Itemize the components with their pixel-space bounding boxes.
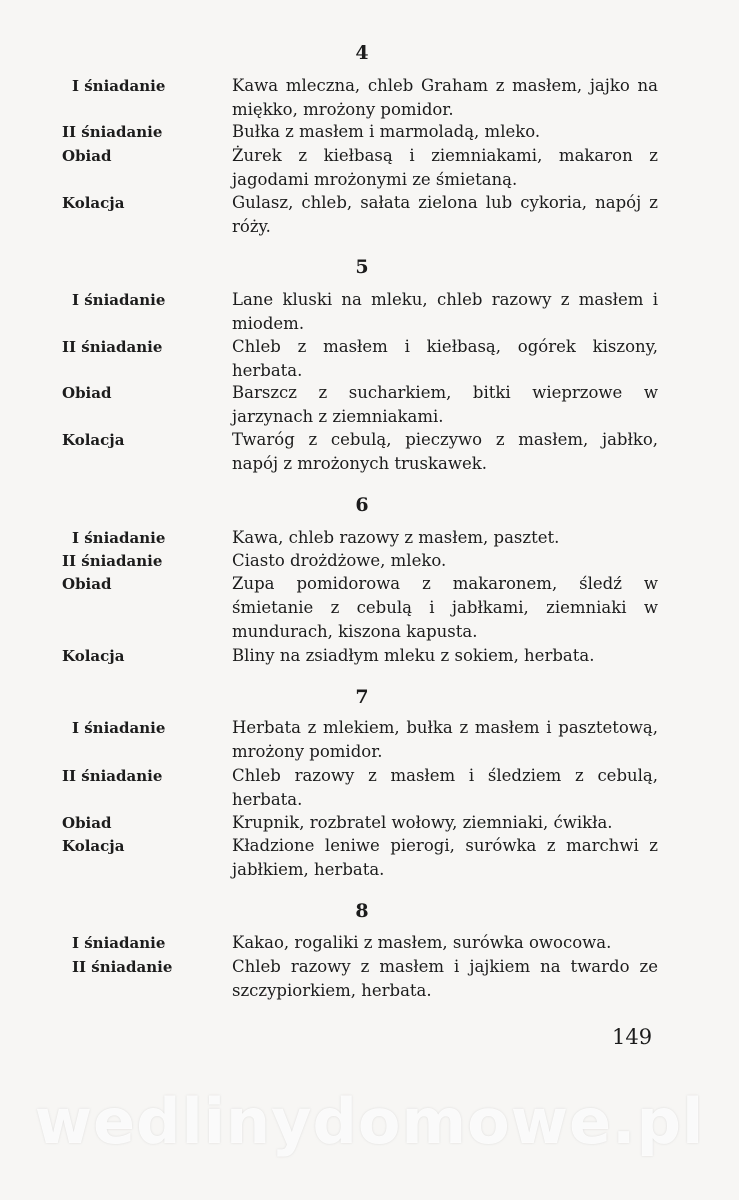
meal-label: Obiad [62, 575, 112, 593]
day-number: 6 [355, 494, 369, 516]
meal-menu: Kawa mleczna, chleb Graham z masłem, jajko na miękko, mrożony pomidor. [232, 76, 658, 119]
meal-label: I śniadanie [72, 934, 166, 952]
meal-menu: Herbata z mlekiem, bułka z masłem i pasztetową, mrożony pomidor. [232, 718, 658, 761]
day-number: 4 [355, 42, 369, 64]
meal-menu: Twaróg z cebulą, pieczywo z masłem, jabłko, napój z mrożonych truskawek. [232, 430, 658, 473]
meal-label: Kolacja [62, 647, 125, 665]
meal-menu: Kładzione leniwe pierogi, surówka z marchwi z jabłkiem, herbata. [232, 836, 658, 879]
meal-menu: Gulasz, chleb, sałata zielona lub cykoria, napój z róży. [232, 193, 658, 236]
meal-label: Kolacja [62, 431, 125, 449]
meal-menu: Zupa pomidorowa z makaronem, śledź w śmietanie z cebulą i jabłkami, ziemniaki w mundurach, kiszona kapusta. [232, 574, 658, 641]
meal-menu: Barszcz z sucharkiem, bitki wieprzowe w jarzynach z ziemniakami. [232, 383, 658, 426]
meal-menu: Lane kluski na mleku, chleb razowy z masłem i miodem. [232, 290, 658, 333]
meal-menu: Chleb razowy z masłem i śledziem z cebulą, herbata. [232, 766, 658, 809]
meal-label: II śniadanie [62, 123, 163, 141]
meal-label: I śniadanie [72, 291, 166, 309]
meal-label: I śniadanie [72, 529, 166, 547]
meal-label: Obiad [62, 814, 112, 832]
day-number: 7 [355, 686, 369, 708]
meal-label: I śniadanie [72, 719, 166, 737]
meal-menu: Ciasto drożdżowe, mleko. [232, 551, 447, 570]
meal-label: Obiad [62, 384, 112, 402]
meal-menu: Chleb z masłem i kiełbasą, ogórek kiszony, herbata. [232, 337, 658, 380]
meal-menu: Bułka z masłem i marmoladą, mleko. [232, 122, 541, 141]
meal-menu: Kawa, chleb razowy z masłem, pasztet. [232, 528, 560, 547]
day-number: 8 [355, 900, 369, 922]
page-number: 149 [612, 1025, 653, 1049]
meal-menu: Kakao, rogaliki z masłem, surówka owocowa. [232, 933, 612, 952]
meal-label: II śniadanie [62, 552, 163, 570]
meal-menu: Żurek z kiełbasą i ziemniakami, makaron z jagodami mrożonymi ze śmietaną. [232, 146, 658, 189]
meal-label: Kolacja [62, 194, 125, 212]
meal-label: Kolacja [62, 837, 125, 855]
meal-menu: Krupnik, rozbratel wołowy, ziemniaki, ćwikła. [232, 813, 613, 832]
meal-menu: Bliny na zsiadłym mleku z sokiem, herbata. [232, 646, 595, 665]
meal-label: II śniadanie [62, 767, 163, 785]
meal-label: II śniadanie [62, 338, 163, 356]
meal-label: II śniadanie [72, 958, 173, 976]
meal-label: I śniadanie [72, 77, 166, 95]
meal-menu: Chleb razowy z masłem i jajkiem na twardo ze szczypiorkiem, herbata. [232, 957, 658, 1000]
day-number: 5 [355, 256, 369, 278]
meal-label: Obiad [62, 147, 112, 165]
watermark: wedlinydomowe.pl [34, 1085, 705, 1158]
